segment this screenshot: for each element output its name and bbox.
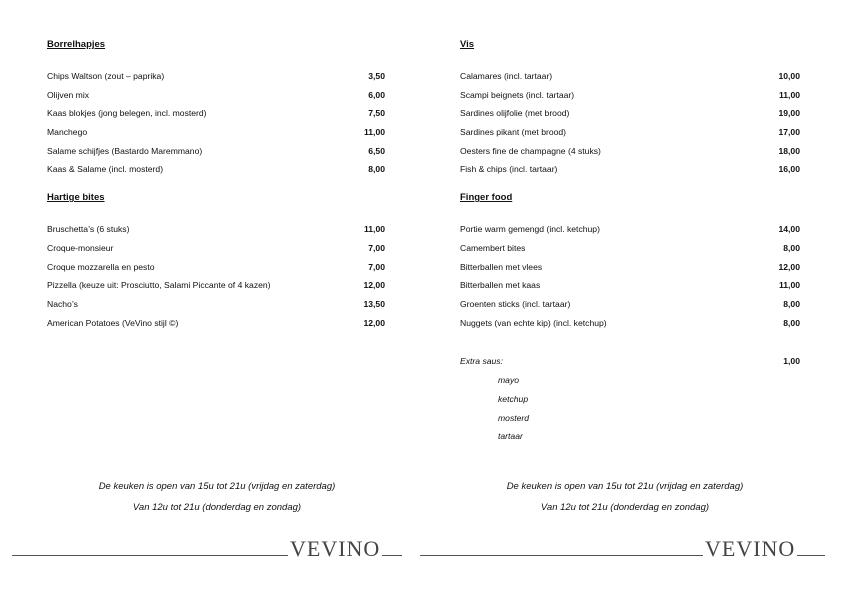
menu-item-price: 17,00 [778,127,800,138]
menu-item-price: 16,00 [778,164,800,175]
menu-item-price: 11,00 [778,280,800,291]
sauce-item: ketchup [498,393,529,404]
menu-item [47,314,385,333]
menu-item-price: 12,00 [363,280,385,291]
section-title: Vis [460,39,475,50]
menu-item [47,258,385,277]
hours-line-2: Van 12u tot 21u (donderdag en zondag) [540,502,710,513]
menu-item-name: Bitterballen met kaas [460,280,541,291]
menu-item-price: 8,00 [783,242,800,253]
section-title: Borrelhapjes [47,39,106,50]
menu-item-price: 6,00 [368,89,385,100]
menu-item-price: 7,00 [368,242,385,253]
hours-line-1: De keuken is open van 15u tot 21u (vrijdag en zaterdag) [506,481,744,492]
menu-item [47,142,385,161]
sauce-item: mosterd [498,412,530,423]
menu-item-price: 6,50 [368,145,385,156]
left-menu-column [47,38,385,332]
hours-line-1: De keuken is open van 15u tot 21u (vrijdag en zaterdag) [98,481,336,492]
menu-item [460,123,800,142]
menu-item-price: 14,00 [778,224,800,235]
right-menu-column [460,38,800,446]
menu-item [47,239,385,258]
menu-item-price: 19,00 [778,108,800,119]
section-vis [460,38,800,179]
menu-item-name: Bitterballen met vlees [460,261,543,272]
menu-item [47,104,385,123]
menu-item-name: Sardines olijfolie (met brood) [460,108,570,119]
menu-item-name: Kaas blokjes (jong belegen, incl. mosterd) [47,108,207,119]
menu-item-name: Portie warm gemengd (incl. ketchup) [460,224,600,235]
menu-item [47,160,385,179]
logo-text: VEVINO [705,536,796,561]
menu-item-name: Manchego [47,127,88,138]
menu-item-price: 8,00 [783,317,800,328]
menu-item [47,67,385,86]
section-title: Finger food [460,192,513,204]
menu-item-name: Calamares (incl. tartaar) [460,71,553,81]
menu-item [460,220,800,239]
menu-item [460,104,800,123]
menu-item-name: Kaas & Salame (incl. mosterd) [47,164,164,175]
menu-item [460,276,800,295]
vevino-logo-left [12,536,402,562]
hours-line-2: Van 12u tot 21u (donderdag en zondag) [132,502,302,513]
section-finger-food [460,191,800,332]
menu-item-price: 11,00 [363,127,385,138]
menu-item-name: Camembert bites [460,242,526,253]
kitchen-hours-left [47,476,387,518]
menu-item-price: 12,00 [778,261,800,272]
menu-item-price: 7,50 [368,108,385,119]
menu-item [460,67,800,86]
menu-item-name: Oesters fine de champagne (4 stuks) [460,145,601,156]
menu-item-name: Salame schijfjes (Bastardo Maremmano) [47,145,203,156]
menu-item [47,295,385,314]
menu-item-price: 18,00 [778,145,800,156]
section-title: Hartige bites [47,192,105,204]
menu-item-name: Scampi beignets (incl. tartaar) [460,89,575,100]
menu-item-price: 8,00 [783,298,800,309]
menu-item-name: Groenten sticks (incl. tartaar) [460,298,571,309]
menu-item-price: 10,00 [778,71,800,81]
menu-item-price: 7,00 [368,261,385,272]
menu-item-name: Croque mozzarella en pesto [47,261,155,272]
menu-item [47,86,385,105]
menu-item [460,295,800,314]
menu-item [460,239,800,258]
menu-item-name: Olijven mix [47,89,90,100]
menu-item-name: Nuggets (van echte kip) (incl. ketchup) [460,317,607,328]
menu-item-price: 13,50 [363,298,385,309]
menu-item-price: 3,50 [368,71,385,81]
menu-item-price: 8,00 [368,164,385,175]
menu-item-name: Chips Waltson (zout – paprika) [47,71,165,81]
section-borrelhapjes [47,38,385,179]
section-hartige-bites [47,191,385,332]
menu-item [460,142,800,161]
menu-item [460,314,800,333]
menu-item [47,276,385,295]
extra-sauce-price: 1,00 [783,356,800,367]
menu-item-price: 11,00 [363,224,385,235]
menu-item [47,220,385,239]
menu-item-name: Fish & chips (incl. tartaar) [460,164,558,175]
sauce-item: tartaar [498,431,523,442]
menu-item [47,123,385,142]
menu-item-price: 12,00 [363,317,385,328]
menu-item-name: Croque-monsieur [47,242,114,253]
logo-text: VEVINO [290,536,381,561]
menu-item-name: Nacho’s [47,298,78,309]
menu-item [460,160,800,179]
menu-item-name: Sardines pikant (met brood) [460,127,567,138]
menu-item-name: American Potatoes (VeVino stijl ©) [47,317,179,328]
extra-sauce-block [460,352,800,446]
menu-item [460,86,800,105]
vevino-logo-right [420,536,825,562]
kitchen-hours-right [455,476,795,518]
menu-item-name: Pizzella (keuze uit: Prosciutto, Salami Piccante of 4 kazen) [47,280,271,291]
sauce-item: mayo [498,374,520,385]
menu-item-price: 11,00 [778,89,800,100]
menu-item [460,258,800,277]
menu-item-name: Bruschetta’s (6 stuks) [47,224,130,235]
extra-sauce-label: Extra saus: [460,356,503,367]
